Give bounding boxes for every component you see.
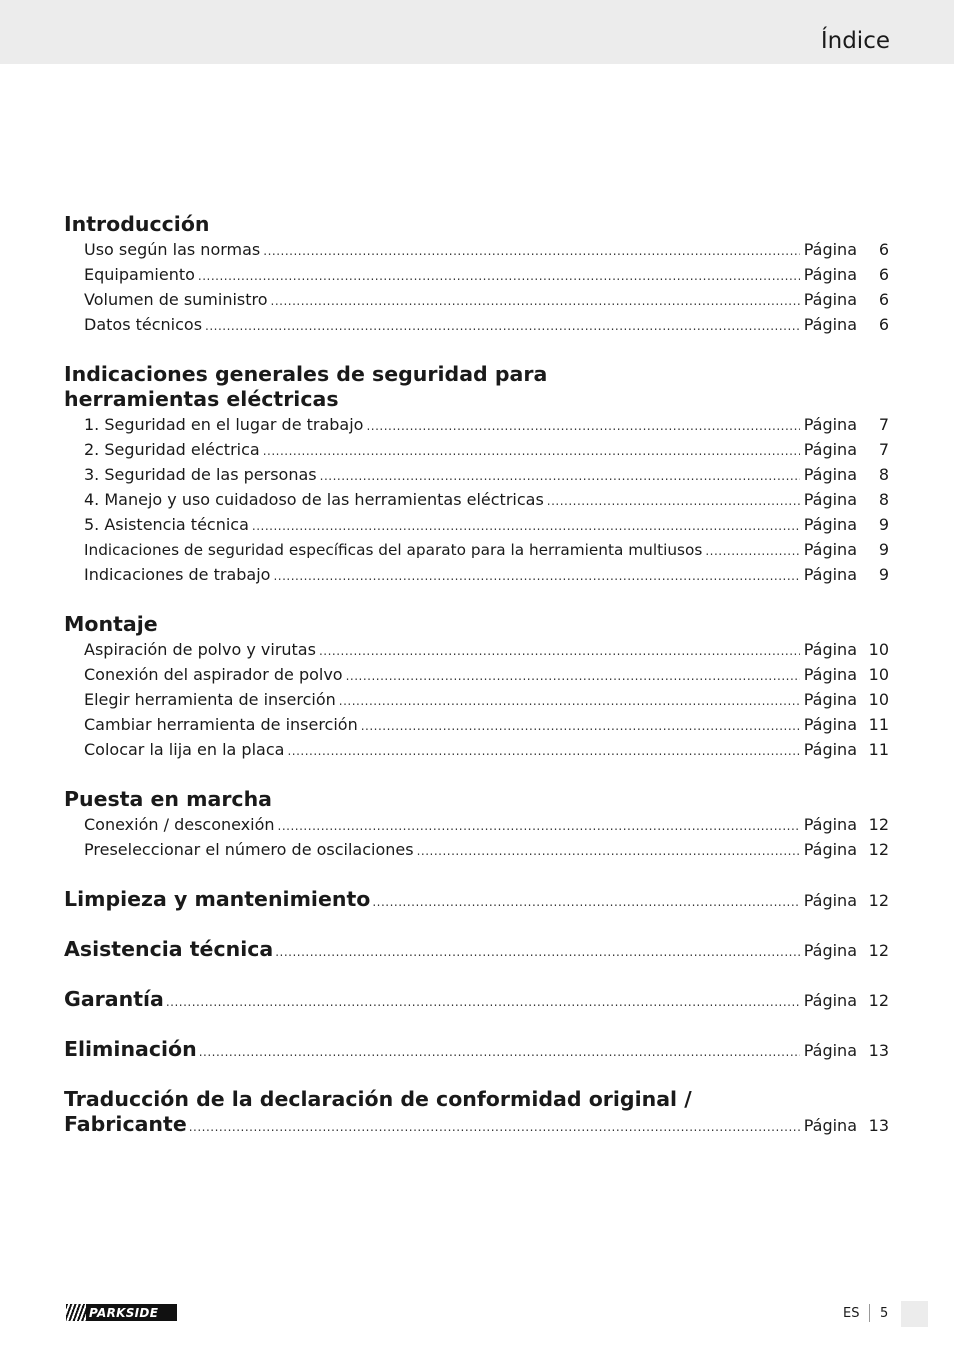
toc-entry[interactable]: [64, 462, 889, 487]
dot-leader: [189, 1115, 800, 1140]
entry-label: Conexión del aspirador de polvo: [84, 665, 343, 684]
page-word: Página: [803, 565, 857, 584]
entry-label: 5. Asistencia técnica: [84, 515, 249, 534]
dot-leader: [273, 564, 799, 589]
entry-label: Equipamiento: [84, 265, 195, 284]
toc-section-garantia[interactable]: [64, 987, 889, 1012]
page-number: 9: [878, 540, 889, 559]
section-title: Montaje: [64, 612, 158, 636]
dot-leader: [547, 489, 800, 514]
dot-leader: [205, 314, 800, 339]
page-word: Página: [803, 840, 857, 859]
entry-label: Aspiración de polvo y virutas: [84, 640, 316, 659]
page-word: Página: [803, 290, 857, 309]
dot-leader: [166, 990, 800, 1015]
dot-leader: [263, 439, 800, 464]
entry-label: Uso según las normas: [84, 240, 261, 259]
toc-section-eliminacion[interactable]: [64, 1037, 889, 1062]
toc-entry[interactable]: [64, 687, 889, 712]
page-word: Página: [803, 490, 857, 509]
section-title-line2: Fabricante: [64, 1112, 187, 1136]
dot-leader: [278, 814, 800, 839]
section-title: Asistencia técnica: [64, 937, 274, 961]
page-number: 10: [868, 665, 889, 684]
toc-entry[interactable]: [64, 237, 889, 262]
toc-entry[interactable]: [64, 537, 889, 562]
page-number: 13: [868, 1041, 889, 1060]
entry-label: Indicaciones de seguridad específicas del aparato para la herramienta multiusos: [84, 541, 703, 559]
page-number: 13: [868, 1116, 889, 1135]
dot-leader: [361, 714, 800, 739]
page-word: Página: [803, 891, 857, 910]
page-number: 6: [878, 265, 889, 284]
page-number: 7: [878, 440, 889, 459]
section-title: Limpieza y mantenimiento: [64, 887, 371, 911]
dot-leader: [320, 464, 800, 489]
dot-leader: [319, 639, 800, 664]
page-word: Página: [803, 665, 857, 684]
dot-leader: [252, 514, 800, 539]
toc-entry[interactable]: [64, 437, 889, 462]
toc-entry[interactable]: [64, 637, 889, 662]
page-word: Página: [803, 240, 857, 259]
table-of-contents: [64, 212, 889, 1137]
page-number: 7: [878, 415, 889, 434]
page-number: 9: [878, 565, 889, 584]
entry-label: Elegir herramienta de inserción: [84, 690, 336, 709]
section-title: Introducción: [64, 212, 210, 236]
page-number: 12: [868, 991, 889, 1010]
page-number: 8: [878, 490, 889, 509]
page-word: Página: [803, 465, 857, 484]
page-word: Página: [803, 740, 857, 759]
toc-entry[interactable]: [64, 812, 889, 837]
page-number: 12: [868, 815, 889, 834]
toc-entry[interactable]: [64, 562, 889, 587]
page-word: Página: [803, 815, 857, 834]
toc-section-introduccion: [64, 212, 889, 337]
toc-section-montaje: [64, 612, 889, 762]
toc-entry[interactable]: [64, 512, 889, 537]
page-number: 6: [878, 290, 889, 309]
entry-label: Volumen de suministro: [84, 290, 268, 309]
page-word: Página: [803, 1116, 857, 1135]
entry-label: Datos técnicos: [84, 315, 203, 334]
declaracion-row: [64, 1112, 889, 1137]
entry-label: 2. Seguridad eléctrica: [84, 440, 260, 459]
parkside-logo: [66, 1304, 177, 1321]
page-word: Página: [803, 540, 857, 559]
page-number: 12: [868, 891, 889, 910]
page-word: Página: [803, 715, 857, 734]
dot-leader: [275, 940, 800, 965]
header-bar: [0, 0, 954, 64]
toc-entry[interactable]: [64, 487, 889, 512]
entry-label: Preseleccionar el número de oscilaciones: [84, 840, 414, 859]
dot-leader: [705, 539, 799, 564]
dot-leader: [417, 839, 800, 864]
section-title-line1: Traducción de la declaración de conformidad original /: [64, 1087, 692, 1111]
dot-leader: [263, 239, 799, 264]
entry-label: Conexión / desconexión: [84, 815, 275, 834]
page-number: 11: [868, 740, 889, 759]
section-title-line2: herramientas eléctricas: [64, 387, 339, 411]
dot-leader: [346, 664, 800, 689]
section-title: Garantía: [64, 987, 164, 1011]
page-word: Página: [803, 515, 857, 534]
page-word: Página: [803, 1041, 857, 1060]
page-word: Página: [803, 941, 857, 960]
page-word: Página: [803, 991, 857, 1010]
entry-label: Indicaciones de trabajo: [84, 565, 271, 584]
toc-entry[interactable]: [64, 737, 889, 762]
dot-leader: [372, 890, 799, 915]
page-number: 11: [868, 715, 889, 734]
dot-leader: [198, 264, 800, 289]
page-word: Página: [803, 315, 857, 334]
page-number: 8: [878, 465, 889, 484]
toc-section-asistencia[interactable]: [64, 937, 889, 962]
toc-entry[interactable]: [64, 312, 889, 337]
section-title-line1: Indicaciones generales de seguridad para: [64, 362, 548, 386]
page-word: Página: [803, 415, 857, 434]
toc-entry[interactable]: [64, 712, 889, 737]
section-title: Eliminación: [64, 1037, 197, 1061]
page-number: 12: [868, 941, 889, 960]
dot-leader: [366, 414, 799, 439]
toc-section-seguridad: [64, 362, 889, 587]
dot-leader: [339, 689, 800, 714]
page-number-footer: 5: [880, 1306, 889, 1321]
page-number: 6: [878, 315, 889, 334]
dot-leader: [271, 289, 800, 314]
entry-label: 3. Seguridad de las personas: [84, 465, 317, 484]
toc-entry[interactable]: [64, 287, 889, 312]
section-title: Puesta en marcha: [64, 787, 273, 811]
logo-text: PARKSIDE: [89, 1305, 159, 1320]
footer-tab-marker: [901, 1301, 928, 1327]
entry-label: Colocar la lija en la placa: [84, 740, 285, 759]
toc-entry[interactable]: [64, 412, 889, 437]
dot-leader: [199, 1040, 800, 1065]
entry-label: 4. Manejo y uso cuidadoso de las herramientas eléctricas: [84, 490, 544, 509]
entry-label: Cambiar herramienta de inserción: [84, 715, 358, 734]
language-code: ES: [843, 1306, 860, 1321]
page-number: 12: [868, 840, 889, 859]
toc-entry[interactable]: [64, 262, 889, 287]
page-number: 9: [878, 515, 889, 534]
page-word: Página: [803, 690, 857, 709]
page-word: Página: [803, 440, 857, 459]
toc-section-limpieza[interactable]: [64, 887, 889, 912]
page-number: 10: [868, 690, 889, 709]
page-number: 10: [868, 640, 889, 659]
toc-entry[interactable]: [64, 662, 889, 687]
page-number: 6: [878, 240, 889, 259]
page-title: Índice: [820, 28, 890, 54]
page-word: Página: [803, 640, 857, 659]
toc-entry[interactable]: [64, 837, 889, 862]
dot-leader: [287, 739, 799, 764]
toc-section-declaracion[interactable]: [64, 1087, 889, 1137]
entry-label: 1. Seguridad en el lugar de trabajo: [84, 415, 364, 434]
toc-section-puesta-en-marcha: [64, 787, 889, 862]
page-word: Página: [803, 265, 857, 284]
footer-divider: [869, 1304, 870, 1322]
logo-stripes-icon: [66, 1304, 86, 1321]
